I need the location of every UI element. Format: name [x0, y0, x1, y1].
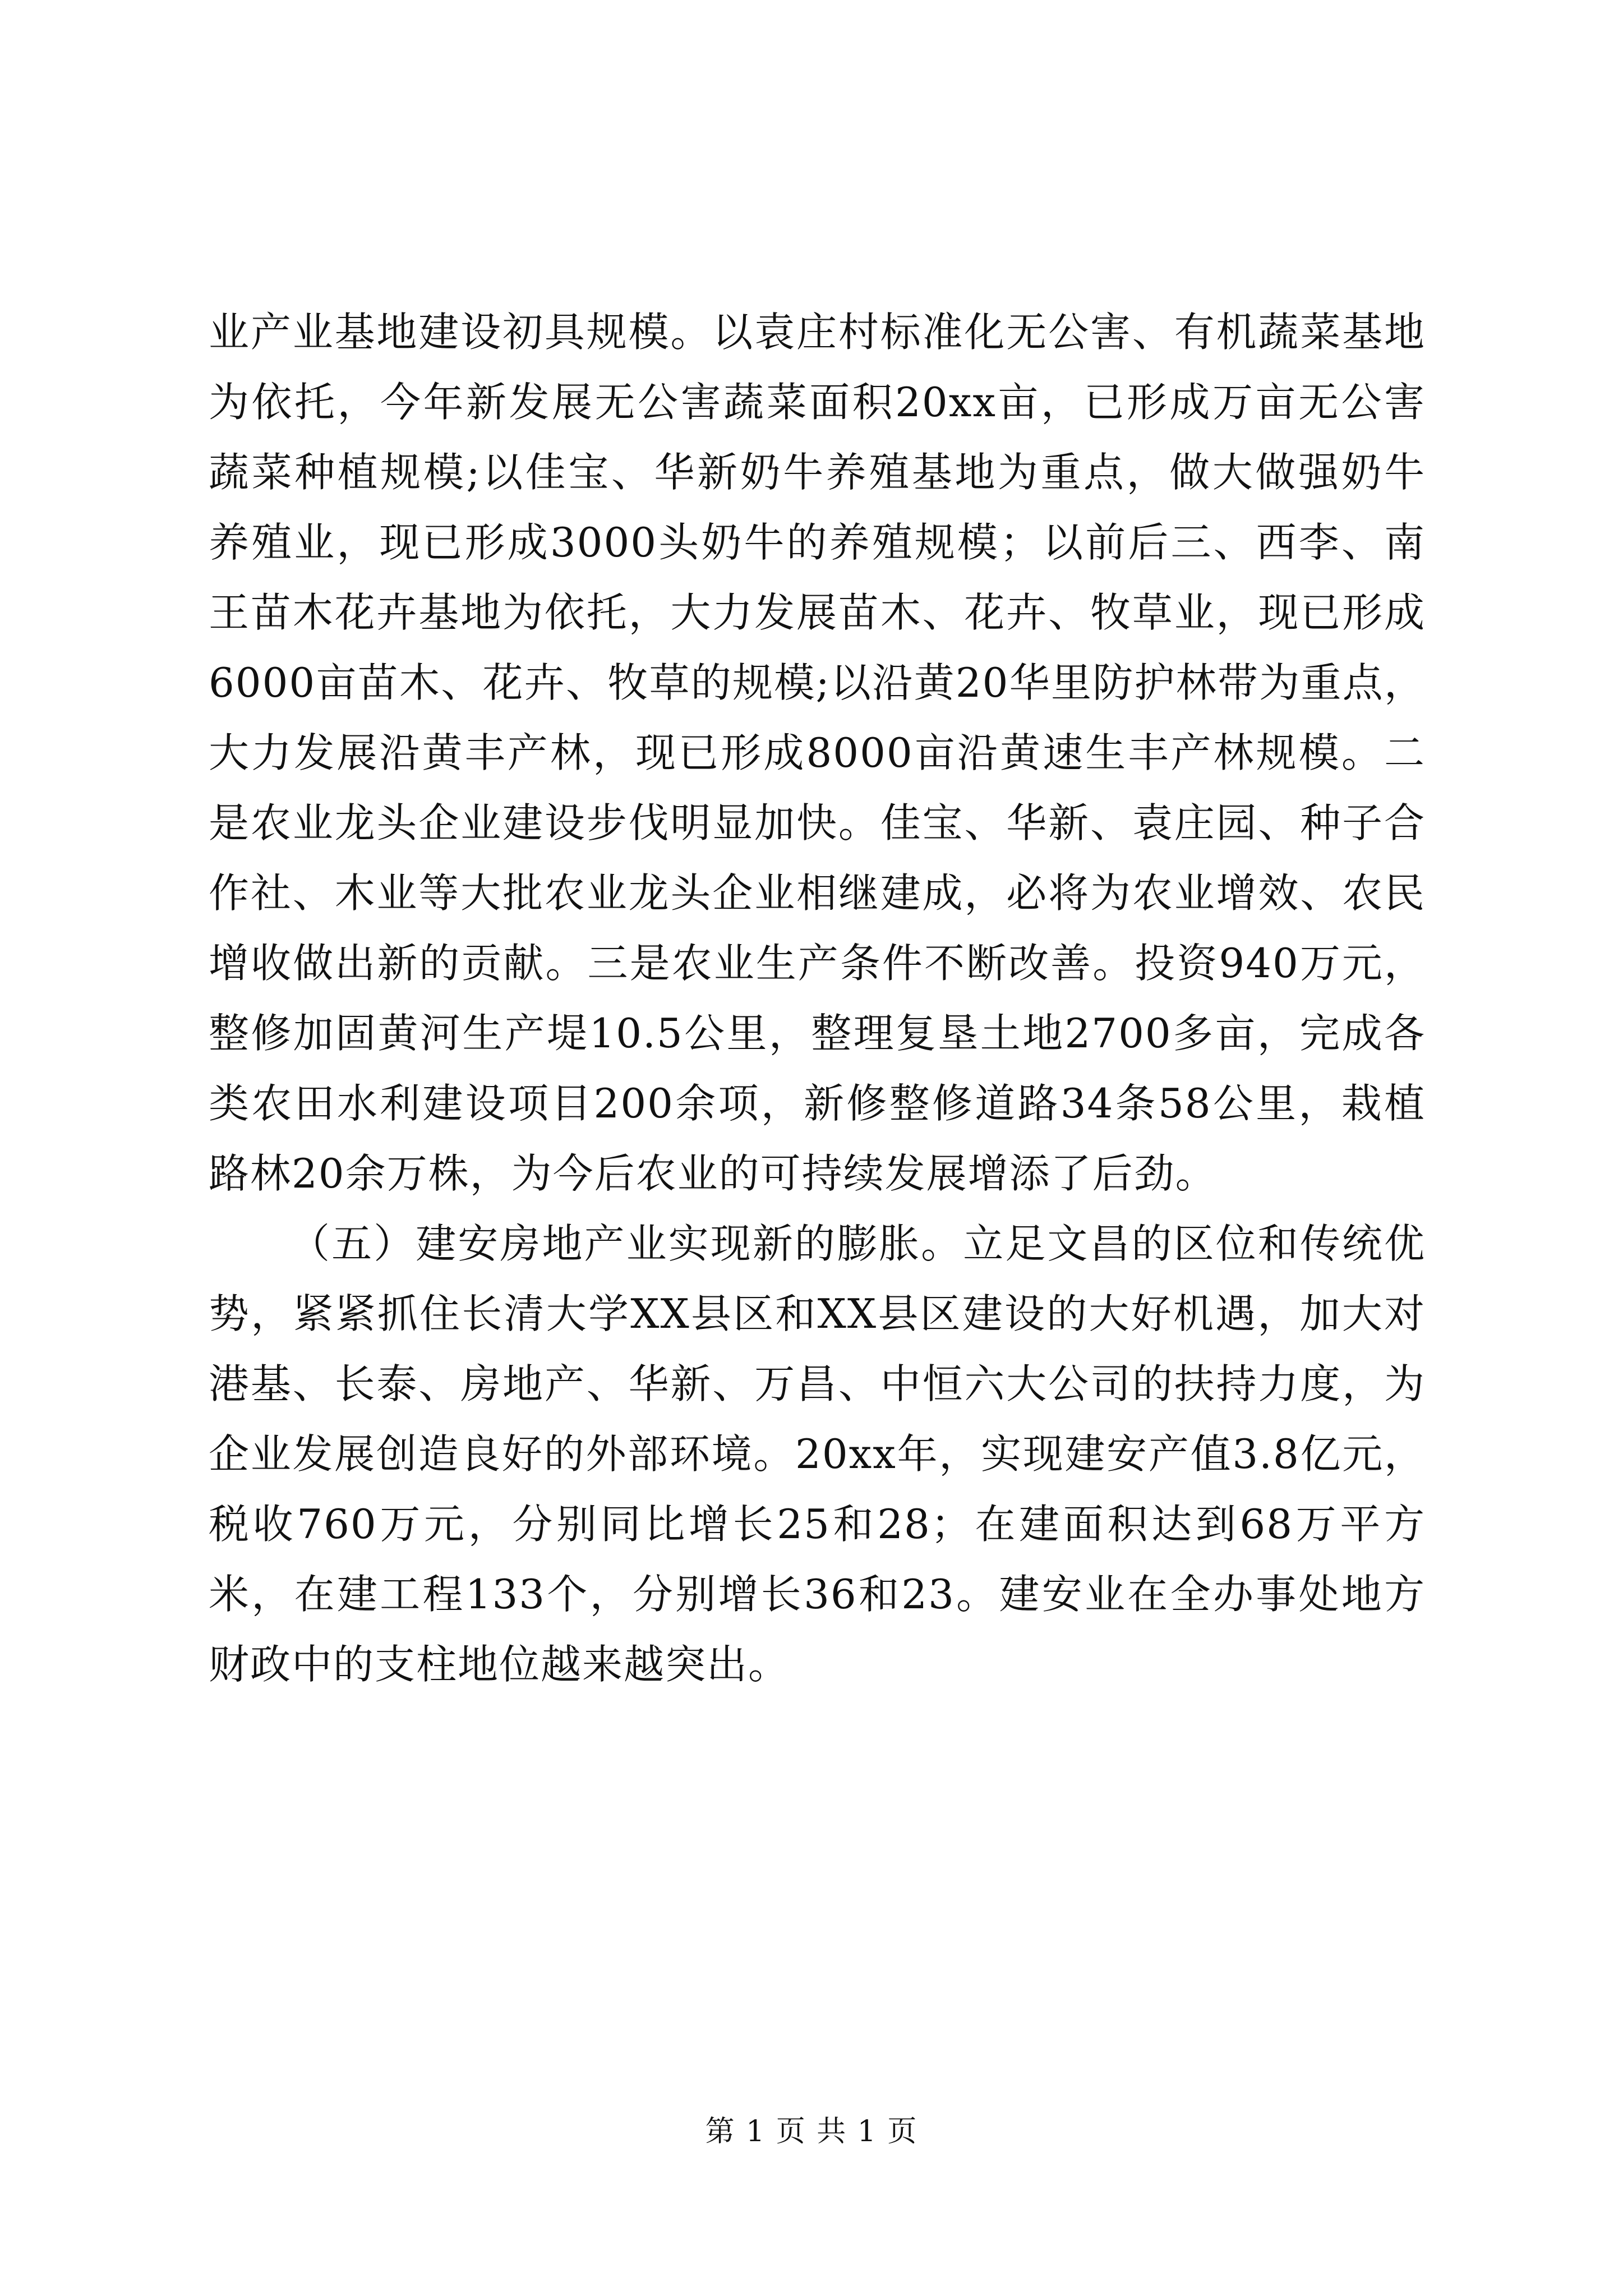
paragraph-agriculture: 业产业基地建设初具规模。以袁庄村标准化无公害、有机蔬菜基地为依托，今年新发展无公害蔬菜面积20xx亩，已形成万亩无公害蔬菜种植规模;以佳宝、华新奶牛养殖基地为重点，做大做强奶牛养殖业，现已形成3000头奶牛的养殖规模；以前后三、西李、南王苗木花卉基地为依托，大力发展苗木、花卉、牧草业，现已形成6000亩苗木、花卉、牧草的规模;以沿黄20华里防护林带为重点，大力发展沿黄丰产林，现已形成8000亩沿黄速生丰产林规模。二是农业龙头企业建设步伐明显加快。佳宝、华新、袁庄园、种子合作社、木业等大批农业龙头企业相继建成，必将为农业增效、农民增收做出新的贡献。三是农业生产条件不断改善。投资940万元，整修加固黄河生产堤10.5公里，整理复垦土地2700多亩，完成各类农田水利建设项目200余项，新修整修道路34条58公里，栽植路林20余万株，为今后农业的可持续发展增添了后劲。: [209, 309, 1426, 1197]
page-footer: 第 1 页 共 1 页: [705, 2115, 918, 2148]
document-body: [209, 297, 1426, 1700]
paragraph-construction-real-estate: （五）建安房地产业实现新的膨胀。立足文昌的区位和传统优势，紧紧抓住长清大学XX县区和XX县区建设的大好机遇，加大对港基、长泰、房地产、华新、万昌、中恒六大公司的扶持力度，为企业发展创造良好的外部环境。20xx年，实现建安产值3.8亿元，税收760万元，分别同比增长25和28；在建面积达到68万平方米，在建工程133个，分别增长36和23。建安业在全办事处地方财政中的支柱地位越来越突出。: [209, 1220, 1426, 1688]
